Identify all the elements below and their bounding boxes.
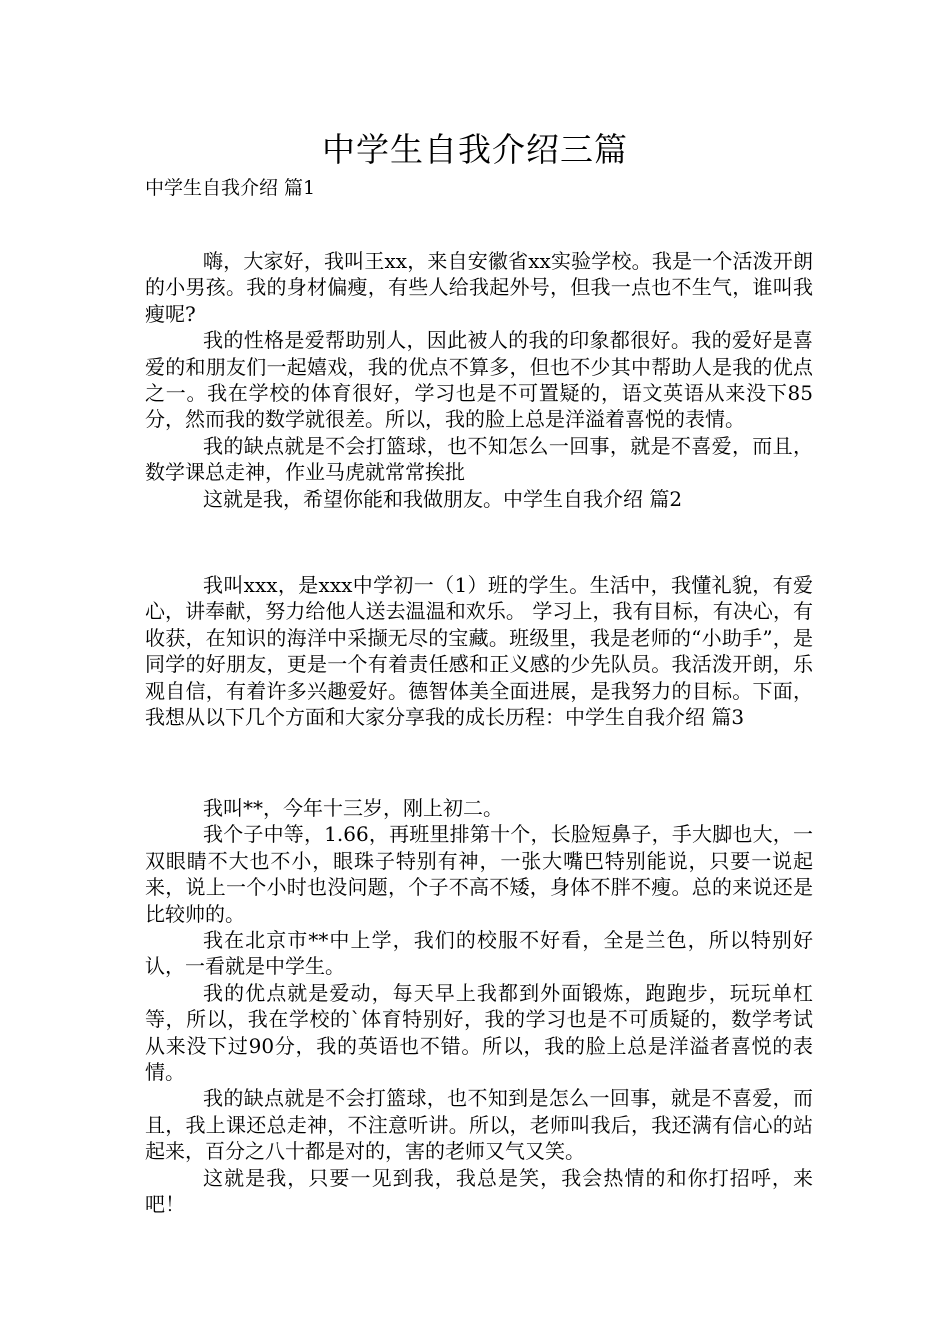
paragraph: 这就是我，希望你能和我做朋友。中学生自我介绍 篇2 <box>203 486 683 511</box>
paragraph: 我叫xxx，是xxx中学初一（1）班的学生。生活中，我懂礼貌，有爱心，讲奉献，努力给他人送去温温和欢乐。 学习上，我有目标，有决心，有收获，在知识的海洋中采撷无尽的宝藏。班级里，我是老师的“小助手”，是同学的好朋友，更是一个有着责任感和正义感的少先队员。我活泼开朗，乐观自信，有着许多兴趣爱好。德智体美全面进展，是我努力的目标。下面，我想从以下几个方面和大家分享我的成长历程：中学生自我介绍 篇3 <box>145 573 813 730</box>
paragraph: 我的优点就是爱动，每天早上我都到外面锻炼，跑跑步，玩玩单杠等，所以，我在学校的`体育特别好，我的学习也是不可质疑的，数学考试从来没下过90分，我的英语也不错。所以，我的脸上总是洋溢者喜悦的表情。 <box>145 980 813 1085</box>
section-heading-1: 中学生自我介绍 篇1 <box>145 177 316 199</box>
paragraph: 这就是我，只要一见到我，我总是笑，我会热情的和你打招呼，来吧！ <box>145 1165 813 1217</box>
paragraph: 我的性格是爱帮助别人，因此被人的我的印象都很好。我的爱好是喜爱的和朋友们一起嬉戏，我的优点不算多，但也不少其中帮助人是我的优点之一。我在学校的体育很好，学习也是不可置疑的，语文英语从来没下85分，然而我的数学就很差。所以，我的脸上总是洋溢着喜悦的表情。 <box>145 328 813 432</box>
document-title: 中学生自我介绍三篇 <box>322 130 628 169</box>
paragraph: 我的缺点就是不会打篮球，也不知到是怎么一回事，就是不喜爱，而且，我上课还总走神，不注意听讲。所以，老师叫我后，我还满有信心的站起来，百分之八十都是对的，害的老师又气又笑。 <box>145 1086 813 1164</box>
paragraph: 嗨，大家好，我叫王xx，来自安徽省xx实验学校。我是一个活泼开朗的小男孩。我的身材偏瘦，有些人给我起外号，但我一点也不生气，谁叫我瘦呢? <box>145 249 813 326</box>
paragraph: 我的缺点就是不会打篮球，也不知怎么一回事，就是不喜爱，而且，数学课总走神，作业马虎就常常挨批 <box>145 433 813 485</box>
paragraph: 我叫**，今年十三岁，刚上初二。 <box>203 796 503 820</box>
paragraph: 我在北京市**中上学，我们的校服不好看，全是兰色，所以特别好认，一看就是中学生。 <box>145 928 813 979</box>
paragraph: 我个子中等，1.66，再班里排第十个，长脸短鼻子，手大脚也大，一双眼睛不大也不小，眼珠子特别有神，一张大嘴巴特别能说，只要一说起来，说上一个小时也没问题，个子不高不矮，身体不胖不瘦。总的来说还是比较帅的。 <box>145 822 813 926</box>
section-1-body <box>145 248 813 512</box>
section-2-body <box>145 572 813 730</box>
section-3-body <box>145 795 813 1218</box>
